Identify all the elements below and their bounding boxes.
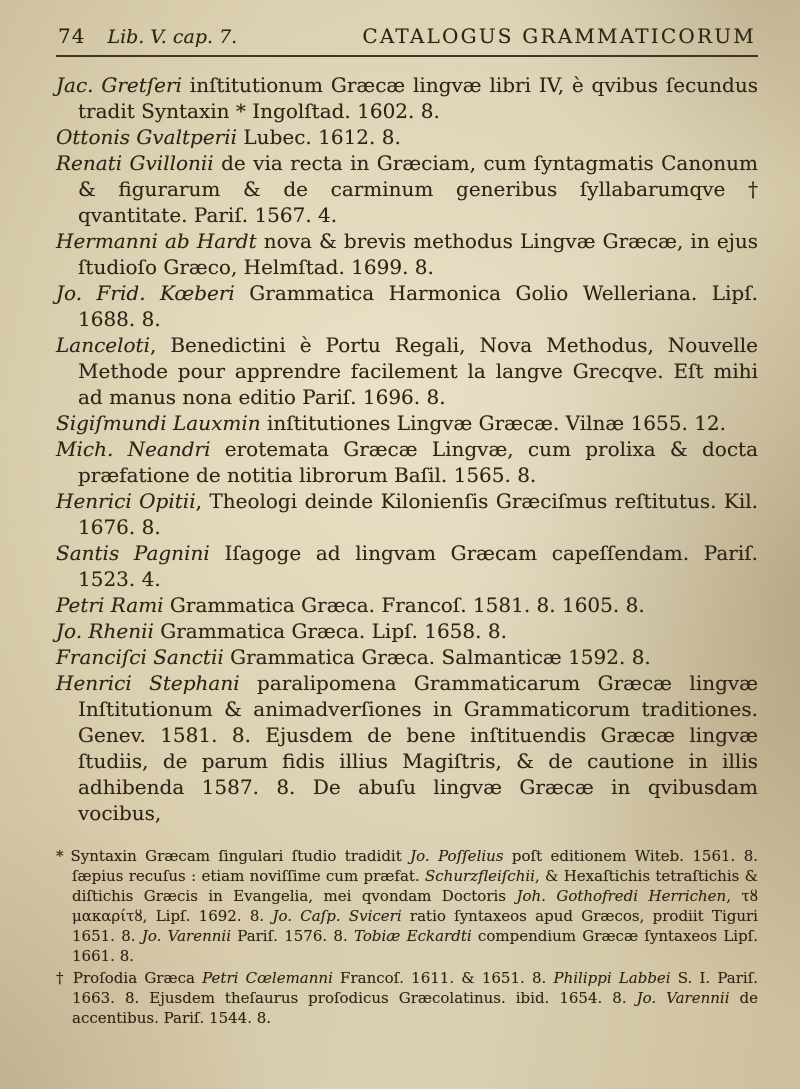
text-segment: Renati Gvillonii <box>56 151 214 175</box>
text-segment: Proſodia Græca <box>72 969 203 987</box>
text-segment: Mich. Neandri <box>56 437 211 461</box>
catalog-entry <box>56 618 758 644</box>
text-segment: compendium Græcæ ſyntaxeos Lipſ. 1661. 8. <box>72 927 758 965</box>
text-segment: poſt editionem Witeb. 1561. 8. ſæpius recuſus : etiam noviſſime cum præfat. <box>72 847 759 885</box>
chapter-reference: Lib. V. cap. 7. <box>107 26 238 48</box>
footnote <box>56 846 758 966</box>
text-segment: Sigiſmundi Lauxmin <box>56 411 261 435</box>
footnotes-section <box>56 846 758 1028</box>
text-segment: Jac. Gretſeri <box>56 73 182 97</box>
text-segment: Francoſ. 1611. & 1651. 8. <box>332 969 554 987</box>
footnote-text <box>71 847 759 965</box>
catalog-entry <box>56 488 758 540</box>
footnote-text <box>72 969 758 1027</box>
text-segment: Schurzfleiſchii <box>425 867 535 885</box>
text-segment: Joh. Gothofredi Herrichen <box>516 887 727 905</box>
text-segment: Jo. Poſſelius <box>410 847 504 865</box>
text-segment: , Theologi deinde Kilonienſis Græciſmus reſtitutus. Kil. 1676. 8. <box>78 489 758 539</box>
text-segment: nova & brevis methodus Lingvæ Græcæ, in ejus ſtudioſo Græco, Helmſtad. 1699. 8. <box>78 229 758 279</box>
page-header <box>56 24 758 48</box>
text-segment: Hermanni ab Hardt <box>56 229 257 253</box>
text-segment: Jo. Varennii <box>141 927 231 945</box>
text-segment: , τȣ μακαρίτȣ, Lipſ. 1692. 8. <box>72 887 759 925</box>
text-segment: Jo. Caſp. Sviceri <box>272 907 402 925</box>
text-segment: Petri Cœlemanni <box>202 969 333 987</box>
text-segment: ratio ſyntaxeos apud Græcos, prodiit Tiguri 1651. 8. <box>72 907 758 945</box>
text-segment: de via recta in Græciam, cum ſyntagmatis Canonum & figurarum & de carminum generibus ſyllabarumqve † qvantitate. Pariſ. 1567. 4. <box>78 151 758 227</box>
text-segment: , & Hexaſtichis tetraſtichis & diſtichis Græcis in Evangelia, mei qvondam Doctoris <box>72 867 758 905</box>
text-segment: Grammatica Græca. Francoſ. 1581. 8. 1605. 8. <box>163 593 645 617</box>
catalog-entry <box>56 150 758 228</box>
text-segment: Jo. Rhenii <box>56 619 154 643</box>
text-segment: Grammatica Græca. Salmanticæ 1592. 8. <box>223 645 651 669</box>
text-segment: Syntaxin Græcam ſingulari ſtudio tradidit <box>70 847 411 865</box>
catalog-entry <box>56 592 758 618</box>
text-segment: Santis Pagnini <box>56 541 210 565</box>
text-segment: Iſagoge ad lingvam Græcam capeſſendam. Pariſ. 1523. 4. <box>78 541 759 591</box>
catalog-entry <box>56 228 758 280</box>
text-segment: de accentibus. Pariſ. 1544. 8. <box>72 989 758 1027</box>
text-segment: S. I. Pariſ. 1663. 8. Ejusdem theſaurus proſodicus Græcolatinus. ibid. 1654. 8. <box>72 969 759 1007</box>
text-segment: Tobiæ Eckardti <box>354 927 472 945</box>
text-segment: Grammatica Harmonica Golio Welleriana. Lipſ. 1688. 8. <box>78 281 758 331</box>
text-segment: Grammatica Græca. Lipſ. 1658. 8. <box>153 619 507 643</box>
catalog-body <box>56 72 758 826</box>
catalog-entry <box>56 280 758 332</box>
catalog-entry <box>56 124 758 150</box>
text-segment: erotemata Græcæ Lingvæ, cum prolixa & docta præfatione de notitia librorum Baſil. 1565. 8. <box>78 437 758 487</box>
text-segment: Franciſci Sanctii <box>56 645 224 669</box>
catalog-entry <box>56 540 758 592</box>
text-segment: Pariſ. 1576. 8. <box>231 927 355 945</box>
page-number: 74 <box>58 24 86 48</box>
text-segment: Jo. Varennii <box>636 989 730 1007</box>
catalog-entry <box>56 410 758 436</box>
catalog-entry <box>56 670 758 826</box>
text-segment: paralipomena Grammaticarum Græcæ lingvæ Inſtitutionum & animadverſiones in Grammaticorum traditiones. Genev. 1581. 8. Ejusdem de bene inſtituendis Græcæ lingvæ ſtudiis, de parum fidis illius Magiſtris, & de cautione in illis adhibenda 1587. 8. De abuſu lingvæ Græcæ in qvibusdam vocibus, <box>78 671 758 825</box>
text-segment: Ottonis Gvaltperii <box>56 125 238 149</box>
text-segment: Philippi Labbei <box>553 969 671 987</box>
text-segment: inſtitutiones Lingvæ Græcæ. Vilnæ 1655. 12. <box>260 411 727 435</box>
text-segment: , Benedictini è Portu Regali, Nova Methodus, Nouvelle Methode pour apprendre facilement la langve Grecqve. Eſt mihi ad manus nona editio Pariſ. 1696. 8. <box>78 333 758 409</box>
text-segment: Henrici Opitii <box>56 489 196 513</box>
catalog-entry <box>56 436 758 488</box>
text-segment: Henrici Stephani <box>56 671 240 695</box>
text-segment: inſtitutionum Græcæ lingvæ libri IV, è qvibus ſecundus tradit Syntaxin * Ingolſtad. 1602. 8. <box>78 73 758 123</box>
catalog-entry <box>56 72 758 124</box>
footnote-asterisk-marker: * <box>56 847 64 865</box>
catalog-entry <box>56 332 758 410</box>
text-segment: Jo. Frid. Kœberi <box>56 281 235 305</box>
text-segment: Petri Rami <box>56 593 164 617</box>
header-rule <box>56 55 758 57</box>
footnote <box>56 968 758 1028</box>
catalog-entry <box>56 644 758 670</box>
text-segment: Lubec. 1612. 8. <box>237 125 401 149</box>
text-segment: Lanceloti <box>56 333 150 357</box>
page-title: CATALOGUS GRAMMATICORUM <box>362 24 756 48</box>
footnote-dagger-marker: † <box>56 969 66 987</box>
